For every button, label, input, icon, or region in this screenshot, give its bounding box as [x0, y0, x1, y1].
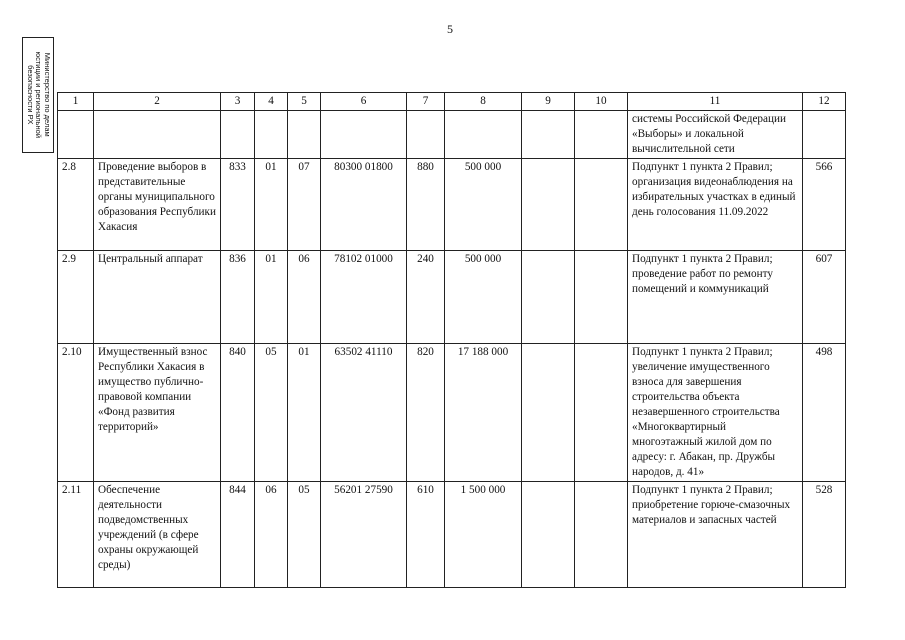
table-row: [58, 251, 846, 344]
cell: 836: [221, 251, 255, 344]
cell: 840: [221, 344, 255, 482]
row-name: Обеспечение деятельности подведомственных учреждений (в сфере охраны окружающей среды): [94, 482, 221, 588]
row-number: 2.9: [58, 251, 94, 344]
column-header: 10: [575, 93, 628, 111]
row-basis: Подпункт 1 пункта 2 Правил; организация видеонаблюдения на избирательных участках в единый день голосования 11.09.2022: [628, 159, 803, 251]
column-header: 1: [58, 93, 94, 111]
row-basis: Подпункт 1 пункта 2 Правил; приобретение горюче-смазочных материалов и запасных частей: [628, 482, 803, 588]
cell: [288, 111, 321, 159]
stamp-line: безопасности РХ: [25, 65, 35, 125]
cell: [522, 251, 575, 344]
row-number: 2.8: [58, 159, 94, 251]
budget-table: [57, 92, 846, 588]
cell: 833: [221, 159, 255, 251]
stamp-line: Министерство по делам: [42, 53, 52, 137]
table-row: [58, 159, 846, 251]
cell: 844: [221, 482, 255, 588]
registration-stamp: [22, 37, 54, 153]
cell: [522, 159, 575, 251]
cell: [445, 111, 522, 159]
row-number: [58, 111, 94, 159]
table-row: [58, 111, 846, 159]
cell: 1 500 000: [445, 482, 522, 588]
cell: [575, 344, 628, 482]
cell: 80300 01800: [321, 159, 407, 251]
cell: 607: [803, 251, 846, 344]
column-header: 6: [321, 93, 407, 111]
cell: 06: [288, 251, 321, 344]
column-header: 4: [255, 93, 288, 111]
column-header: 5: [288, 93, 321, 111]
cell: 610: [407, 482, 445, 588]
cell: 528: [803, 482, 846, 588]
row-basis: Подпункт 1 пункта 2 Правил; увеличение имущественного взноса для завершения строительства объекта незавершенного строительства «Многоквартирный многоэтажный жилой дом по адресу: г. Абакан, пр. Дружбы народов, д. 41»: [628, 344, 803, 482]
cell: 01: [288, 344, 321, 482]
cell: 78102 01000: [321, 251, 407, 344]
header-row: [58, 93, 846, 111]
cell: [255, 111, 288, 159]
stamp-line: юстиции и региональной: [34, 51, 44, 139]
cell: 01: [255, 159, 288, 251]
row-name: Имущественный взнос Республики Хакасия в имущество публично-правовой компании «Фонд развития территорий»: [94, 344, 221, 482]
column-header: 3: [221, 93, 255, 111]
cell: 05: [255, 344, 288, 482]
row-name: Проведение выборов в представительные органы муниципального образования Республики Хакасия: [94, 159, 221, 251]
row-number: 2.11: [58, 482, 94, 588]
cell: [522, 482, 575, 588]
cell: 06: [255, 482, 288, 588]
row-number: 2.10: [58, 344, 94, 482]
column-header: 9: [522, 93, 575, 111]
cell: [803, 111, 846, 159]
cell: 05: [288, 482, 321, 588]
cell: [575, 482, 628, 588]
stamp-text: [25, 52, 51, 139]
table-row: [58, 344, 846, 482]
cell: [321, 111, 407, 159]
cell: 240: [407, 251, 445, 344]
cell: 500 000: [445, 159, 522, 251]
column-header: 7: [407, 93, 445, 111]
row-name: [94, 111, 221, 159]
column-header: 11: [628, 93, 803, 111]
cell: [575, 159, 628, 251]
cell: 56201 27590: [321, 482, 407, 588]
cell: [575, 111, 628, 159]
table-row: [58, 482, 846, 588]
cell: [221, 111, 255, 159]
cell: [522, 111, 575, 159]
cell: 17 188 000: [445, 344, 522, 482]
cell: [407, 111, 445, 159]
cell: 07: [288, 159, 321, 251]
cell: 498: [803, 344, 846, 482]
cell: 820: [407, 344, 445, 482]
cell: [575, 251, 628, 344]
row-name: Центральный аппарат: [94, 251, 221, 344]
cell: 01: [255, 251, 288, 344]
page-number: 5: [447, 22, 453, 36]
cell: 566: [803, 159, 846, 251]
cell: 880: [407, 159, 445, 251]
cell: [522, 344, 575, 482]
column-header: 8: [445, 93, 522, 111]
column-header: 12: [803, 93, 846, 111]
cell: 500 000: [445, 251, 522, 344]
row-basis: системы Российской Федерации «Выборы» и локальной вычислительной сети: [628, 111, 803, 159]
cell: 63502 41110: [321, 344, 407, 482]
row-basis: Подпункт 1 пункта 2 Правил; проведение работ по ремонту помещений и коммуникаций: [628, 251, 803, 344]
column-header: 2: [94, 93, 221, 111]
